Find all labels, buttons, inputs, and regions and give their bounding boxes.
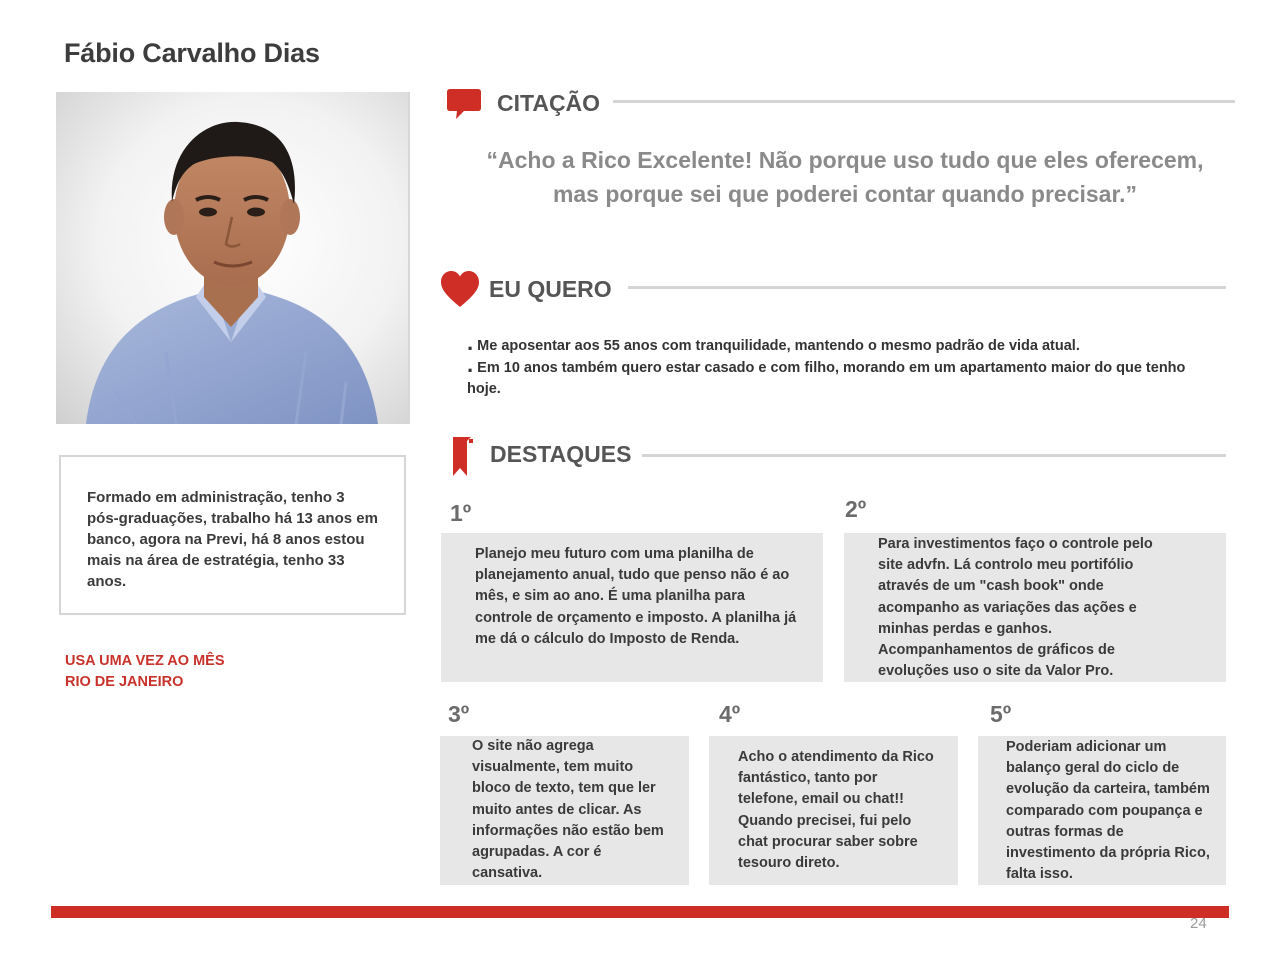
speech-bubble-icon: [446, 87, 482, 121]
page-number: 24: [1190, 915, 1207, 932]
persona-meta: [65, 651, 225, 693]
highlight-card-5: Poderiam adicionar um balanço geral do ciclo de evolução da carteira, também comparado com poupança e outras formas de investimento da própria Rico, falta isso.: [978, 736, 1226, 885]
highlight-rank-3: 3º: [448, 701, 470, 727]
quote-section-rule: [613, 100, 1235, 103]
highlight-rank-2: 2º: [845, 496, 867, 522]
highlights-section-title: DESTAQUES: [490, 441, 632, 467]
highlight-card-4: Acho o atendimento da Rico fantástico, tanto por telefone, email ou chat!! Quando precisei, fui pelo chat procurar saber sobre tesouro direto.: [709, 736, 958, 885]
highlight-rank-1: 1º: [450, 500, 472, 526]
wants-list: [467, 330, 1207, 401]
footer-accent-bar: [51, 906, 1229, 918]
highlight-card-1: Planejo meu futuro com uma planilha de planejamento anual, tudo que penso não é ao mês, e sim ao ano. É uma planilha para controle de orçamento e imposto. A planilha já me dá o cálculo do Imposto de Renda.: [441, 533, 823, 682]
location: RIO DE JANEIRO: [65, 674, 184, 690]
wants-section-title: EU QUERO: [489, 276, 612, 302]
wants-section-rule: [628, 286, 1226, 289]
persona-name: Fábio Carvalho Dias: [64, 38, 320, 68]
highlight-rank-5: 5º: [990, 701, 1012, 727]
quote-text: “Acho a Rico Excelente! Não porque uso tudo que eles oferecem, mas porque sei que poderei contar quando precisar.”: [486, 147, 1204, 207]
usage-frequency: USA UMA VEZ AO MÊS: [65, 653, 225, 669]
highlights-section-rule: [642, 454, 1226, 457]
persona-photo: [56, 92, 410, 424]
heart-icon: [440, 270, 480, 310]
bookmark-icon: [451, 437, 475, 477]
persona-bio: Formado em administração, tenho 3 pós-graduações, trabalho há 13 anos em banco, agora na Previ, há 8 anos estou mais na área de estratégia, tenho 33 anos.: [59, 455, 406, 615]
portrait-image: [56, 92, 408, 424]
want-item: . Em 10 anos também quero estar casado e com filho, morando em um apartamento maior do que tenho hoje.: [467, 351, 1186, 397]
want-item: . Me aposentar aos 55 anos com tranquilidade, mantendo o mesmo padrão de vida atual.: [467, 330, 1080, 355]
highlight-card-3: O site não agrega visualmente, tem muito bloco de texto, tem que ler muito antes de clicar. As informações não estão bem agrupadas. A cor é cansativa.: [440, 736, 689, 885]
quote-section-title: CITAÇÃO: [497, 90, 601, 116]
highlight-rank-4: 4º: [719, 701, 741, 727]
highlight-card-2: Para investimentos faço o controle pelo site advfn. Lá controlo meu portifólio através de um "cash book" onde acompanho as variações das ações e minhas perdas e ganhos. Acompanhamentos de gráficos de evoluções uso o site da Valor Pro.: [844, 533, 1226, 682]
